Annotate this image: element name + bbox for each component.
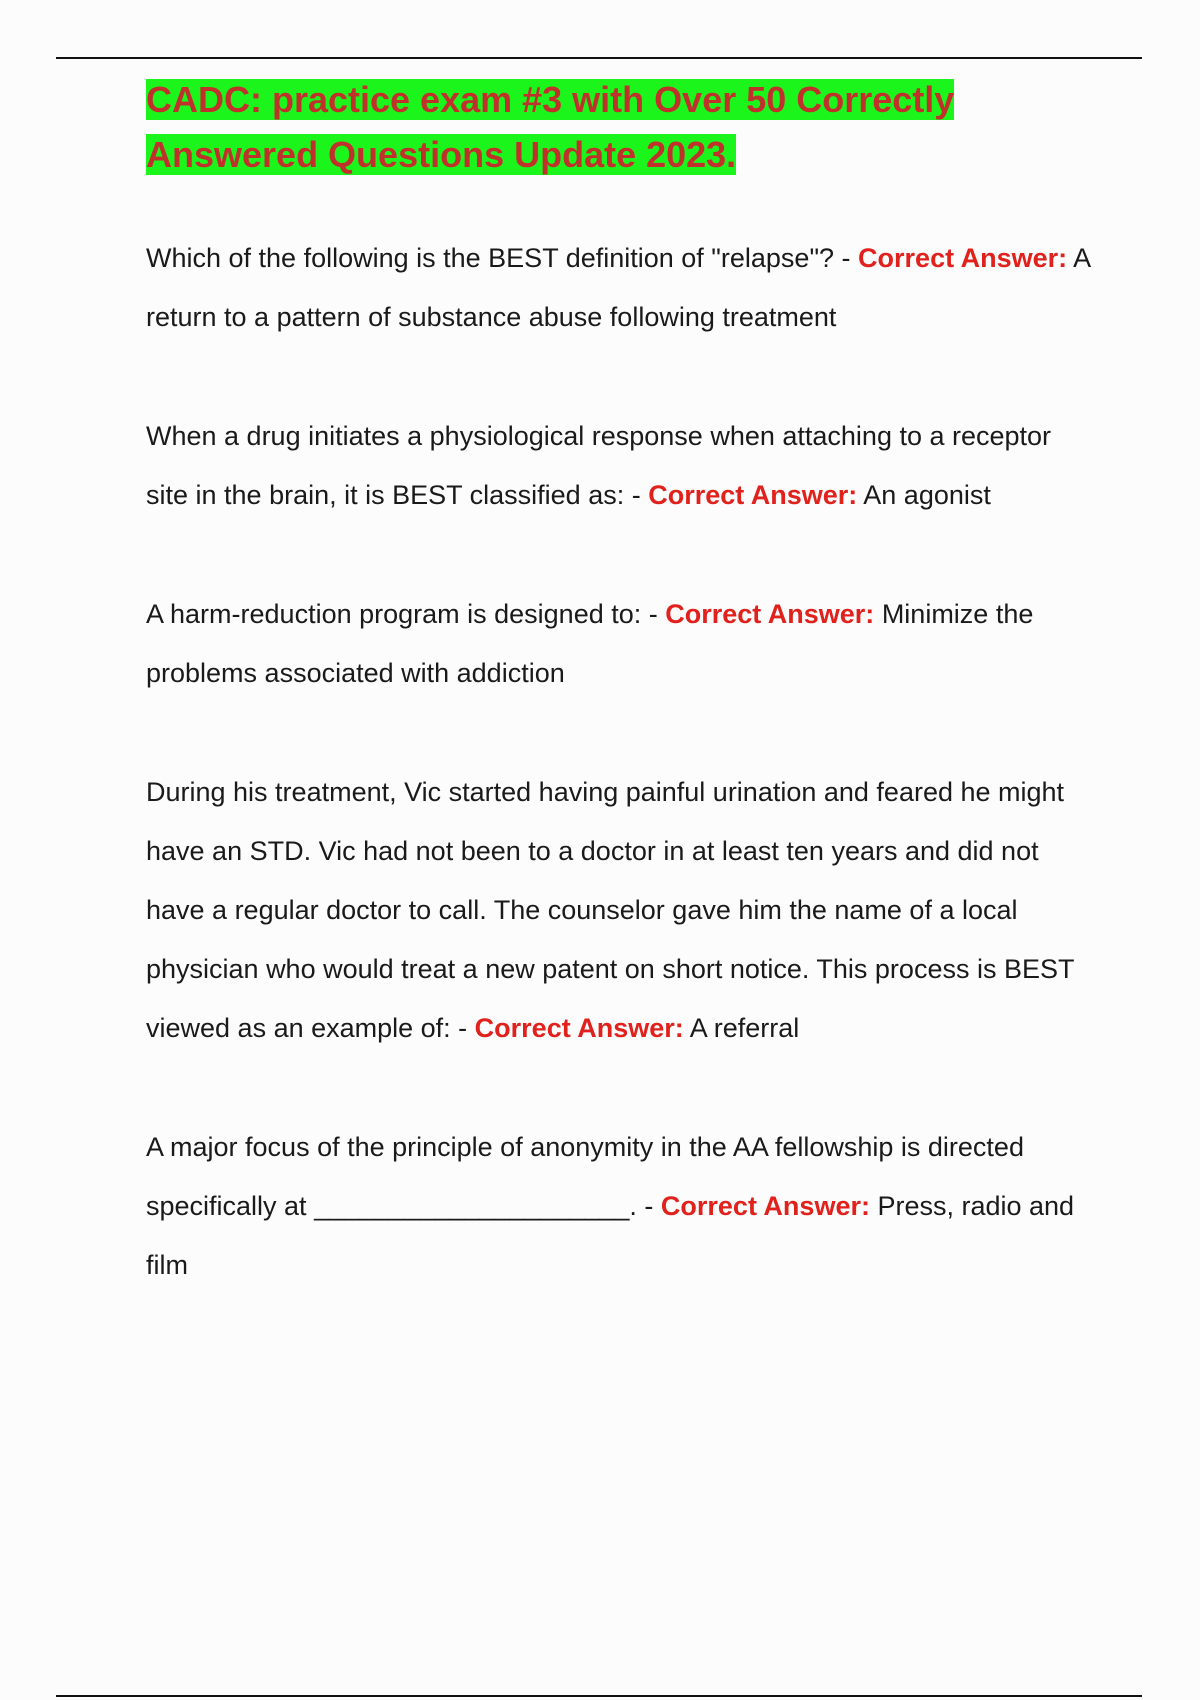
answer-label: Correct Answer: <box>665 599 875 629</box>
question-text: During his treatment, Vic started having painful urination and feared he might have an STD. Vic had not been to a doctor in at least ten years and did not have a regular doctor to call. The counselor gave him the name of a local physician who would treat a new patent on short notice. This process is BEST viewed as an example of: - <box>146 777 1074 1043</box>
question-text: A harm-reduction program is designed to: - <box>146 599 666 629</box>
answer-label: Correct Answer: <box>474 1013 684 1043</box>
qa-item <box>146 763 1096 1058</box>
document-body <box>146 72 1096 1355</box>
answer-label: Correct Answer: <box>660 1191 870 1221</box>
answer-text: An agonist <box>857 480 991 510</box>
question-text: A major focus of the principle of anonymity in the AA fellowship is directed specifically at _____________________. - <box>146 1132 1024 1221</box>
document-title: CADC: practice exam #3 with Over 50 Correctly Answered Questions Update 2023. <box>146 79 955 175</box>
qa-item <box>146 585 1096 703</box>
qa-item <box>146 229 1096 347</box>
answer-text: A return to a pattern of substance abuse following treatment <box>146 243 1090 332</box>
answer-label: Correct Answer: <box>648 480 858 510</box>
question-text: When a drug initiates a physiological response when attaching to a receptor site in the brain, it is BEST classified as: - <box>146 421 1052 510</box>
question-text: Which of the following is the BEST definition of "relapse"? - <box>146 243 859 273</box>
qa-item <box>146 407 1096 525</box>
answer-text: A referral <box>683 1013 800 1043</box>
qa-item <box>146 1118 1096 1295</box>
answer-label: Correct Answer: <box>858 243 1068 273</box>
answer-text: Minimize the problems associated with addiction <box>146 599 1034 688</box>
bottom-rule <box>56 1695 1142 1697</box>
answer-text: Press, radio and film <box>146 1191 1075 1280</box>
top-rule <box>56 57 1142 59</box>
qa-list <box>146 229 1096 1295</box>
